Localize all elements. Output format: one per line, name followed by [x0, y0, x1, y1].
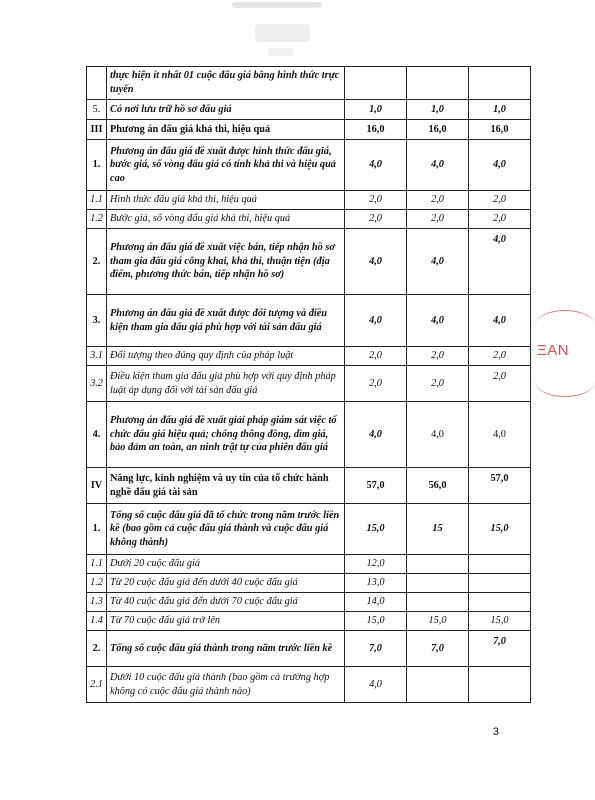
score-b: 57,0 — [469, 468, 531, 504]
table-row-section — [87, 120, 531, 140]
criterion-text: Điều kiện tham gia đấu giá phù hợp với quy định pháp luật áp dụng đối với tài sản đấu giá — [107, 366, 345, 402]
table-row — [87, 100, 531, 120]
row-number: III — [87, 120, 107, 140]
criterion-text: Có nơi lưu trữ hồ sơ đấu giá — [107, 100, 345, 120]
criterion-text: Từ 20 cuộc đấu giá đến dưới 40 cuộc đấu giá — [107, 574, 345, 593]
criterion-text: Dưới 10 cuộc đấu giá thành (bao gồm cả trường hợp không có cuộc đấu giá thành nào) — [107, 667, 345, 703]
faded-mark-2 — [255, 24, 310, 42]
row-number: 1.3 — [87, 593, 107, 612]
criterion-text: Phương án đấu giá khả thi, hiệu quả — [107, 120, 345, 140]
score-b: 16,0 — [469, 120, 531, 140]
criterion-text: Tổng số cuộc đấu giá đã tổ chức trong năm trước liền kề (bao gồm cả cuộc đấu giá thành và cuộc đấu giá không thành) — [107, 504, 345, 555]
max-score: 2,0 — [345, 191, 407, 210]
table-row — [87, 612, 531, 631]
seal-arc-bottom — [535, 366, 595, 397]
criterion-text: thực hiện ít nhất 01 cuộc đấu giá bằng hình thức trực tuyến — [107, 67, 345, 100]
criterion-text: Hình thức đấu giá khả thi, hiệu quả — [107, 191, 345, 210]
max-score: 7,0 — [345, 631, 407, 667]
score-a: 56,0 — [407, 468, 469, 504]
score-b: 7,0 — [469, 631, 531, 667]
criterion-text: Phương án đấu giá đề xuất được đối tượng và điều kiện tham gia đấu giá phù hợp với tài sản đấu giá — [107, 295, 345, 347]
score-b — [469, 555, 531, 574]
score-b: 1,0 — [469, 100, 531, 120]
score-b — [469, 593, 531, 612]
score-a: 15 — [407, 504, 469, 555]
row-number: 1.2 — [87, 574, 107, 593]
scoring-criteria-table — [86, 66, 531, 703]
row-number: 1. — [87, 504, 107, 555]
score-b: 4,0 — [469, 229, 531, 295]
table-row — [87, 667, 531, 703]
score-b: 2,0 — [469, 347, 531, 366]
table-row — [87, 574, 531, 593]
score-b: 4,0 — [469, 140, 531, 191]
page-number: 3 — [492, 726, 499, 738]
max-score: 1,0 — [345, 100, 407, 120]
score-b: 2,0 — [469, 191, 531, 210]
row-number: 3.1 — [87, 347, 107, 366]
row-number: 2.1 — [87, 667, 107, 703]
faded-letterhead — [0, 0, 565, 62]
max-score: 12,0 — [345, 555, 407, 574]
score-b: 15,0 — [469, 612, 531, 631]
max-score: 57,0 — [345, 468, 407, 504]
score-a — [407, 67, 469, 100]
score-a: 2,0 — [407, 366, 469, 402]
row-number: 1.1 — [87, 555, 107, 574]
faded-mark-1 — [232, 2, 322, 8]
table-row — [87, 504, 531, 555]
score-a — [407, 555, 469, 574]
criterion-text: Từ 70 cuộc đấu giá trở lên — [107, 612, 345, 631]
table-row — [87, 555, 531, 574]
max-score: 2,0 — [345, 366, 407, 402]
row-number: 1.2 — [87, 210, 107, 229]
score-b: 2,0 — [469, 366, 531, 402]
table-row — [87, 67, 531, 100]
score-b: 4,0 — [469, 295, 531, 347]
score-b: 4,0 — [469, 402, 531, 468]
score-b: 2,0 — [469, 210, 531, 229]
row-number: 1.1 — [87, 191, 107, 210]
criterion-text: Phương án đấu giá đề xuất được hình thức đấu giá, bước giá, số vòng đấu giá có tính khả thi và hiệu quả cao — [107, 140, 345, 191]
row-number: 5. — [87, 100, 107, 120]
row-number: 2. — [87, 631, 107, 667]
table-row — [87, 347, 531, 366]
row-number: 3. — [87, 295, 107, 347]
score-b — [469, 67, 531, 100]
criterion-text: Phương án đấu giá đề xuất việc bán, tiếp nhận hồ sơ tham gia đấu giá công khai, khả thi, thuận tiện (địa điểm, phương thức bán, tiếp nhận hồ sơ) — [107, 229, 345, 295]
score-a: 2,0 — [407, 191, 469, 210]
row-number: 1.4 — [87, 612, 107, 631]
criterion-text: Bước giá, số vòng đấu giá khả thi, hiệu quả — [107, 210, 345, 229]
table-row-section — [87, 468, 531, 504]
score-a: 2,0 — [407, 210, 469, 229]
row-number — [87, 67, 107, 100]
table-row — [87, 402, 531, 468]
score-a: 4,0 — [407, 140, 469, 191]
score-a: 7,0 — [407, 631, 469, 667]
table-row — [87, 210, 531, 229]
red-seal-fragment — [531, 296, 570, 400]
seal-arc-top — [535, 310, 595, 341]
score-b — [469, 667, 531, 703]
max-score: 4,0 — [345, 229, 407, 295]
score-a — [407, 593, 469, 612]
max-score: 13,0 — [345, 574, 407, 593]
row-number: 1. — [87, 140, 107, 191]
max-score: 4,0 — [345, 295, 407, 347]
table-row — [87, 229, 531, 295]
max-score: 14,0 — [345, 593, 407, 612]
criterion-text: Dưới 20 cuộc đấu giá — [107, 555, 345, 574]
score-a — [407, 574, 469, 593]
score-a: 15,0 — [407, 612, 469, 631]
score-a: 1,0 — [407, 100, 469, 120]
max-score: 4,0 — [345, 402, 407, 468]
criterion-text: Từ 40 cuộc đấu giá đến dưới 70 cuộc đấu giá — [107, 593, 345, 612]
table-row — [87, 140, 531, 191]
row-number: 3.2 — [87, 366, 107, 402]
score-a: 2,0 — [407, 347, 469, 366]
score-a: 16,0 — [407, 120, 469, 140]
max-score: 2,0 — [345, 347, 407, 366]
table-row — [87, 366, 531, 402]
table-row — [87, 191, 531, 210]
score-a: 4,0 — [407, 402, 469, 468]
row-number: IV — [87, 468, 107, 504]
max-score: 2,0 — [345, 210, 407, 229]
max-score — [345, 67, 407, 100]
criterion-text: Tổng số cuộc đấu giá thành trong năm trước liền kề — [107, 631, 345, 667]
max-score: 15,0 — [345, 504, 407, 555]
score-b: 15,0 — [469, 504, 531, 555]
faded-mark-3 — [268, 48, 294, 56]
score-a: 4,0 — [407, 295, 469, 347]
max-score: 4,0 — [345, 140, 407, 191]
table-row — [87, 631, 531, 667]
table-row — [87, 593, 531, 612]
row-number: 2. — [87, 229, 107, 295]
score-b — [469, 574, 531, 593]
max-score: 16,0 — [345, 120, 407, 140]
row-number: 4. — [87, 402, 107, 468]
criterion-text: Đối tượng theo đúng quy định của pháp luật — [107, 347, 345, 366]
score-a: 4,0 — [407, 229, 469, 295]
score-a — [407, 667, 469, 703]
table-row — [87, 295, 531, 347]
max-score: 15,0 — [345, 612, 407, 631]
seal-text: ΞAN — [537, 342, 570, 359]
criterion-text: Phương án đấu giá đề xuất giải pháp giám sát việc tổ chức đấu giá hiệu quả; chống thông đồng, dìm giá, bảo đảm an toàn, an ninh trật tự của phiên đấu giá — [107, 402, 345, 468]
max-score: 4,0 — [345, 667, 407, 703]
criterion-text: Năng lực, kinh nghiệm và uy tín của tổ chức hành nghề đấu giá tài sản — [107, 468, 345, 504]
